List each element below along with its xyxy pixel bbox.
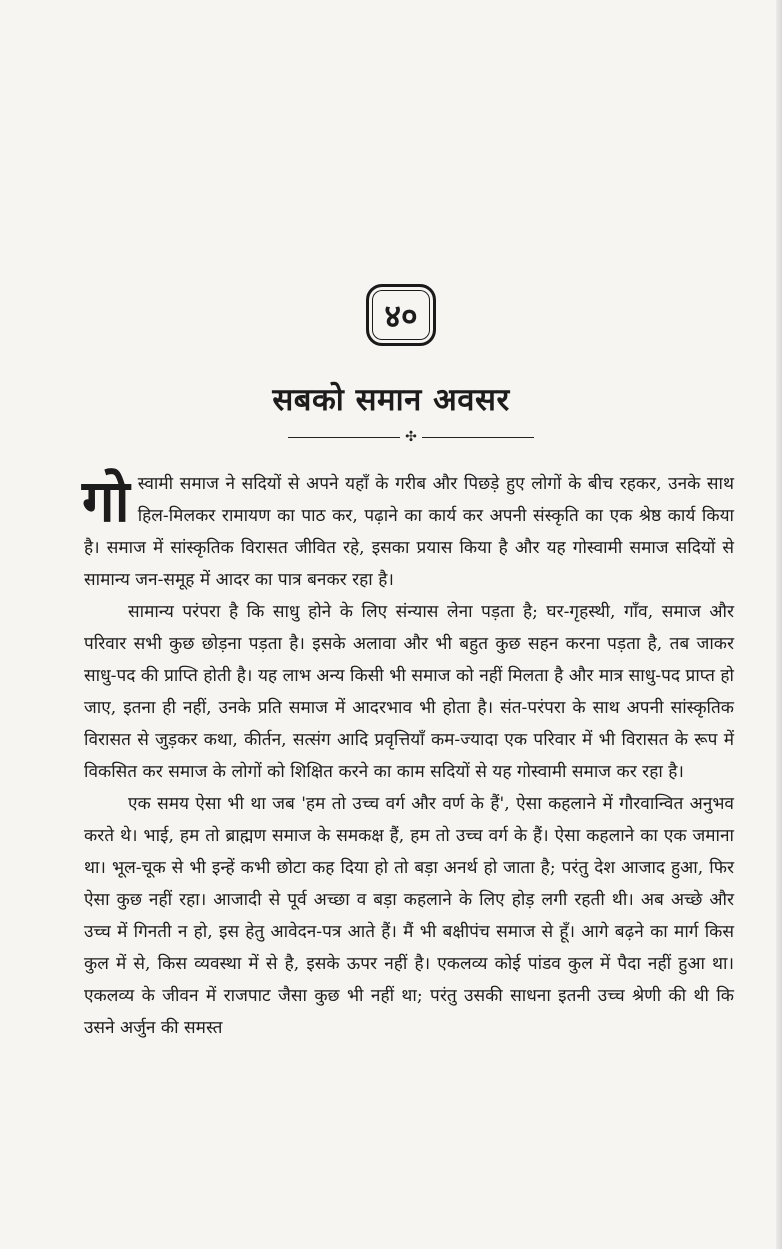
- divider-ornament-icon: ✣: [405, 429, 417, 445]
- drop-cap: गो: [82, 467, 130, 535]
- paragraph-1-text: स्वामी समाज ने सदियों से अपने यहाँ के गरीब और पिछड़े हुए लोगों के बीच रहकर, उनके साथ हिल-मिलकर रामायण का पाठ कर, पढ़ाने का कार्य कर अपनी संस्कृति का एक श्रेष्ठ कार्य किया है। समाज में सांस्कृतिक विरासत जीवित रहे, इसका प्रयास किया है और यह गोस्वामी समाज सदियों से सामान्य जन-समूह में आदर का पात्र बनकर रहा है।: [84, 474, 734, 590]
- paragraph-3: एक समय ऐसा भी था जब 'हम तो उच्च वर्ग और वर्ण के हैं', ऐसा कहलाने में गौरवान्वित अनुभव करते थे। भाई, हम तो ब्राह्मण समाज के समकक्ष हैं, हम तो उच्च वर्ग के हैं। ऐसा कहलाने का एक जमाना था। भूल-चूक से भी इन्हें कभी छोटा कह दिया हो तो बड़ा अनर्थ हो जाता है; परंतु देश आजाद हुआ, फिर ऐसा कुछ नहीं रहा। आजादी से पूर्व अच्छा व बड़ा कहलाने के लिए होड़ लगी रहती थी। अब अच्छे और उच्च में गिनती न हो, इस हेतु आवेदन-पत्र आते हैं। मैं भी बक्षीपंच समाज से हूँ। आगे बढ़ने का मार्ग किस कुल में से, किस व्यवस्था में से है, इसके ऊपर नहीं है। एकलव्य कोई पांडव कुल में पैदा नहीं हुआ था। एकलव्य के जीवन में राजपाट जैसा कुछ भी नहीं था; परंतु उसकी साधना इतनी उच्च श्रेणी की थी कि उसने अर्जुन की समस्त: [84, 794, 734, 1038]
- divider-line-left: [288, 437, 400, 438]
- page-edge: [776, 0, 782, 1249]
- chapter-number-badge: [366, 284, 436, 346]
- paragraph-1: [84, 468, 734, 596]
- chapter-title: सबको समान अवसर: [272, 382, 510, 418]
- paragraph-2: सामान्य परंपरा है कि साधु होने के लिए संन्यास लेना पड़ता है; घर-गृहस्थी, गाँव, समाज और परिवार सभी कुछ छोड़ना पड़ता है। इसके अलावा और भी बहुत कुछ सहन करना पड़ता है, तब जाकर साधु-पद की प्राप्ति होती है। यह लाभ अन्य किसी भी समाज को नहीं मिलता है और मात्र साधु-पद प्राप्त हो जाए, इतना ही नहीं, उनके प्रति समाज में आदरभाव भी होता है। संत-परंपरा के साथ अपनी सांस्कृतिक विरासत से जुड़कर कथा, कीर्तन, सत्संग आदि प्रवृत्तियाँ कम-ज्यादा एक परिवार में भी विरासत के रूप में विकसित कर समाज के लोगों को शिक्षित करने का काम सदियों से यह गोस्वामी समाज कर रहा है।: [84, 602, 734, 782]
- chapter-number: ४०: [384, 296, 418, 335]
- chapter-body: [84, 468, 734, 1044]
- divider-line-right: [422, 437, 534, 438]
- title-divider: [288, 429, 534, 445]
